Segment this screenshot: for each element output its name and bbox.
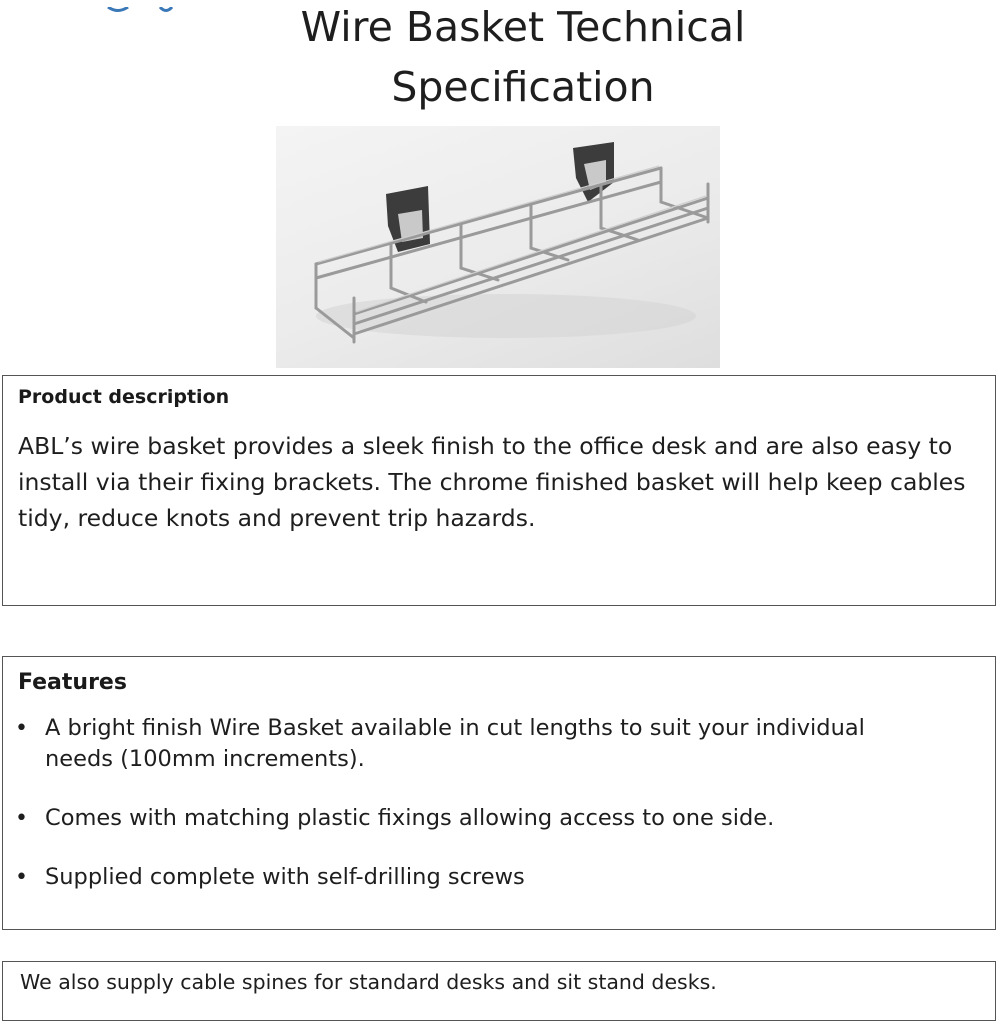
wire-basket-photo	[276, 126, 720, 368]
product-description-heading: Product description	[18, 386, 230, 408]
note-text: We also supply cable spines for standard desks and sit stand desks.	[20, 970, 717, 994]
feature-text: Comes with matching plastic fixings allowing access to one side.	[45, 805, 775, 831]
document-title-line-1: Wire Basket Technical	[300, 3, 746, 51]
feature-text: A bright finish Wire Basket available in cut lengths to suit your individual needs (100mm increments).	[45, 715, 865, 772]
document-title-line-2: Specification	[391, 63, 655, 111]
bullet-icon: •	[15, 865, 28, 890]
feature-text: Supplied complete with self-drilling screws	[45, 864, 525, 890]
feature-item	[3, 862, 925, 893]
features-heading: Features	[18, 670, 127, 695]
bullet-icon: •	[15, 806, 28, 831]
note-box	[2, 961, 996, 1021]
product-description-text: ABL’s wire basket provides a sleek finish to the office desk and are also easy to install via their fixing brackets. The chrome finished basket will help keep cables tidy, reduce knots and prevent trip hazards.	[18, 432, 966, 532]
product-description-box	[2, 375, 996, 606]
features-box	[2, 656, 996, 930]
features-list	[3, 713, 993, 893]
feature-item	[3, 803, 925, 834]
feature-item	[3, 713, 925, 775]
bullet-icon: •	[15, 716, 28, 741]
